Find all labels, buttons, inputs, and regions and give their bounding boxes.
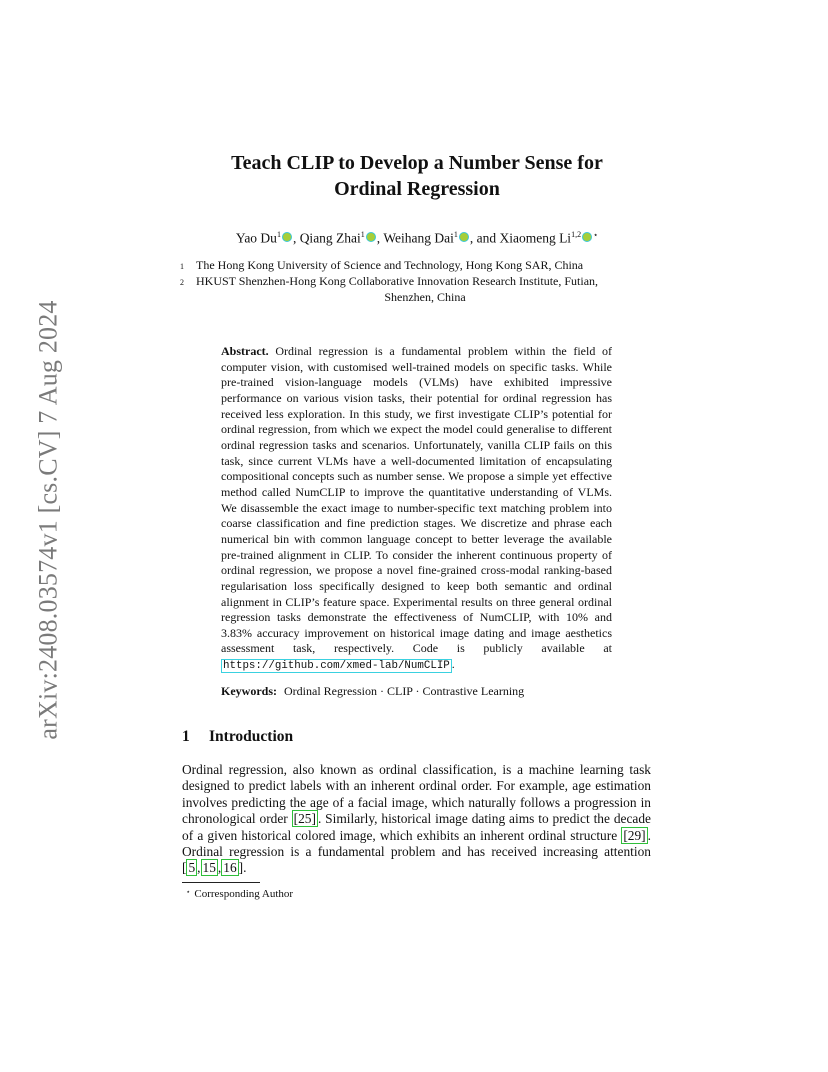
intro-text: Ordinal regression, also known as ordinal classification, is a machine learning task designed to predict labels with an inherent ordinal order. For example, age estimation involves predicting the age of a facial image, which naturally follows a progression in chronological order [182,762,651,827]
title-line-1: Teach CLIP to Develop a Number Sense for [231,152,603,174]
orcid-icon[interactable] [582,232,592,242]
affiliation-1 [180,258,654,274]
abstract-label: Abstract. [221,344,269,358]
intro-text: . Ordinal regression is a fundamental problem and has received increasing attention [ [182,827,651,876]
author-name: Weihang Dai [383,230,454,246]
author-affil-sup: 1 [360,230,365,239]
affiliation-number [180,290,196,305]
section-title: Introduction [209,728,294,745]
affiliation-text: Shenzhen, China [384,290,466,304]
keywords-text: Ordinal Regression · CLIP · Contrastive Learning [284,684,525,698]
affiliation-2 [180,274,654,290]
section-heading [182,727,652,747]
citation-link[interactable]: 15 [202,860,216,876]
paper-title [182,150,652,202]
intro-text: ]. [238,860,247,876]
code-link[interactable]: https://github.com/xmed-lab/NumCLIP [223,660,450,673]
author-affil-sup: 1 [453,230,458,239]
keywords-label: Keywords: [221,684,277,698]
author-affil-sup: 1,2 [571,230,582,239]
author-name: Qiang Zhai [299,230,361,246]
section-number: 1 [182,728,190,745]
citation-link[interactable]: 5 [188,860,196,876]
arxiv-identifier-text: arXiv:2408.03574v1 [cs.CV] 7 Aug 2024 [34,300,64,740]
author-sep: , and [469,230,500,246]
intro-text: . Similarly, historical image dating aims to predict the decade of a given historical colored image, which exhibits an inherent ordinal structure [182,811,651,843]
orcid-icon[interactable] [459,232,469,242]
affiliation-text: HKUST Shenzhen-Hong Kong Collaborative Innovation Research Institute, Futian, [196,274,599,288]
affiliations [180,258,654,305]
title-line-2: Ordinal Regression [334,178,500,200]
introduction-paragraph: Ordinal regression, also known as ordinal classification, is a machine learning task designed to predict labels with an inherent ordinal order. For example, age estimation involves predicting the age of a facial image, which naturally follows a progression in chronological order [25] . Similarly, historical image dating aims to predict the decade of a given historical colored image, which exhibits an inherent ordinal structure [29] . Ordinal regression is a fundamental problem and has received increasing attention [ 5 , 15 , 16 ]. [182,762,651,876]
citation-link[interactable]: 16 [223,860,237,876]
author-name: Yao Du [235,230,277,246]
author-affil-sup: 1 [276,230,281,239]
arxiv-identifier [36,288,62,752]
author-sep: , [376,230,384,246]
abstract [221,344,612,675]
author-list [150,226,684,248]
citation-link[interactable]: [25] [293,811,316,827]
citation-link[interactable]: [29] [623,827,646,843]
footnote-mark: ⋆ [186,888,191,896]
footnote-rule [182,882,260,883]
footnote [182,885,651,901]
orcid-icon[interactable] [366,232,376,242]
affiliation-number: 2 [180,278,184,287]
keywords [221,684,612,699]
author-name: Xiaomeng Li [499,230,572,246]
abstract-body: Ordinal regression is a fundamental problem within the field of computer vision, with customised well-trained models on specific tasks. While pre-trained vision-language models (VLMs) have exhibited impressive performance on various vision tasks, their potential for ordinal regression has received less exploration. In this study, we first investigate CLIP’s potential for ordinal regression, from which we expect the model could generalise to different ordinal regression tasks and scenarios. Unfortunately, vanilla CLIP fails on this task, since current VLMs have a well-documented limitation of encapsulating compositional concepts such as number sense. We propose a simple yet effective method called NumCLIP to improve the quantitative understanding of VLMs. We disassemble the exact image to number-specific text matching problem into coarse classification and fine prediction stages. We discretize and phrase each numerical bin with common language concept to better leverage the available pre-trained alignment in CLIP. To consider the inherent continuous property of ordinal regression, we propose a novel fine-grained cross-modal ranking-based regularisation loss specifically designed to keep both semantic and ordinal alignment in CLIP’s feature space. Experimental results on three general ordinal regression tasks demonstrate the effectiveness of NumCLIP, with 10% and 3.83% accuracy improvement on historical image dating and image aesthetics assessment task, respectively. Code is publicly available at [221,344,613,656]
affiliation-2-cont [180,290,654,305]
corresponding-mark: ⋆ [593,230,599,240]
affiliation-text: The Hong Kong University of Science and Technology, Hong Kong SAR, China [196,258,584,272]
abstract-end: . [451,657,455,672]
author-sep: , [292,230,300,246]
footnote-text: Corresponding Author [194,888,294,900]
affiliation-number: 1 [180,262,184,271]
orcid-icon[interactable] [282,232,292,242]
